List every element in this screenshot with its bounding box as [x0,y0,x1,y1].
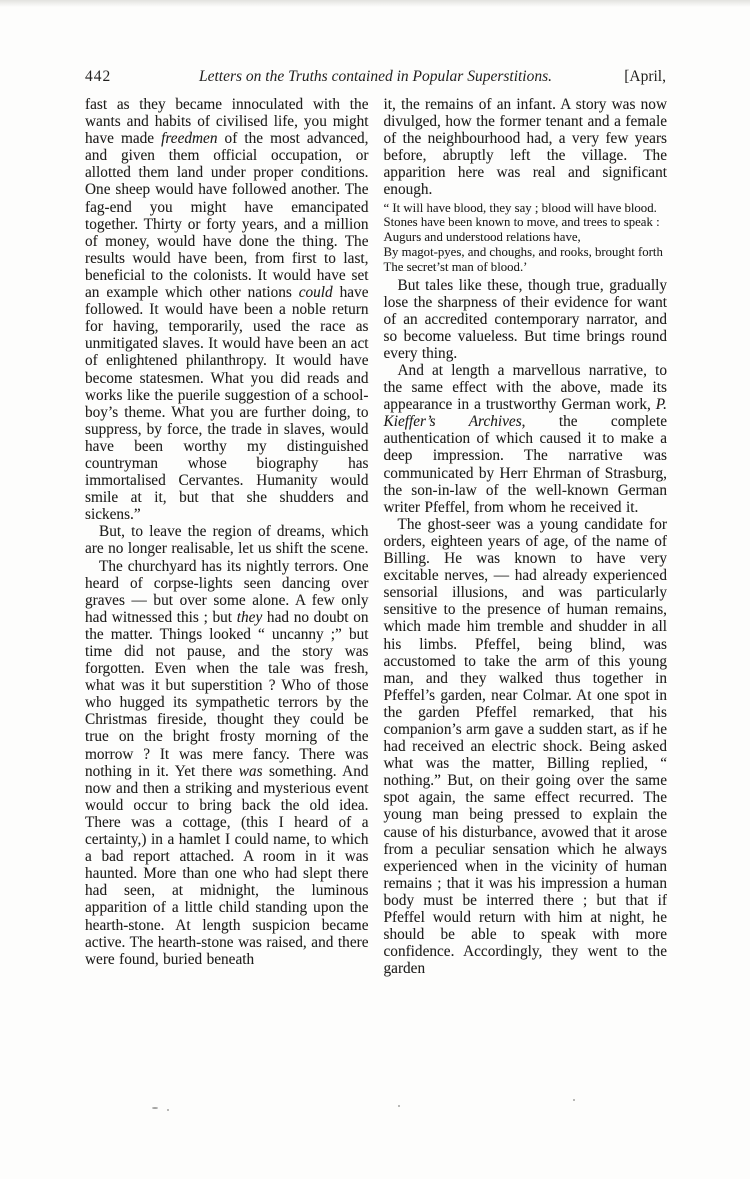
body-text: The churchyard has its nightly terrors. One heard of corpse-lights seen dancing over graves — but over some alone. A few only had witnessed this ; but [85,557,369,626]
scan-speck [167,1109,169,1111]
scan-speck [152,1107,158,1109]
verse-line: By magot-pyes, and choughs, and rooks, brought forth [383,244,663,259]
italic-text: P. Kieffer’s Archives [383,396,667,431]
body-text: But tales like these, though true, gradually lose the sharpness of their evidence for want of an accredited contemporary narrator, and so become valueless. But time brings round every thing. [383,276,667,362]
paragraph [384,96,668,199]
italic-text: they [236,608,263,626]
paragraph [85,558,369,968]
verse-line: “ It will have blood, they say ; blood will have blood. [383,200,657,215]
paragraph [384,362,668,516]
paragraph [384,277,668,362]
body-text: something. And now and then a striking and mysterious event would occur to bring back the old idea. There was a cottage, (this I heard of a certainty,) in a hamlet I could name, to which a bad report attached. A room in it was haunted. More than one who had slept there had seen, at midnight, the luminous apparition of a little child standing upon the hearth-stone. At length suspicion became active. The hearth-stone was raised, and there were found, buried beneath [85,762,369,968]
body-text: And at length a marvellous narrative, to the same effect with the above, made its appearance in a trustworthy German work, [383,362,667,414]
body-text: But, to leave the region of dreams, which are no longer realisable, let us shift the scene. [85,523,369,558]
body-text: had no doubt on the matter. Things looked “ uncanny ;” but time did not pause, and the story was forgotten. Even when the tale was fresh, what was it but superstition ? Who of those who hugged its sympathetic terrors by the Christmas fireside, thought they could be true on the bright frosty morning of the morrow ? It was mere fancy. There was nothing in it. Yet there [85,608,369,780]
right-column [384,96,668,977]
verse-line: Stones have been known to move, and trees to speak : [383,215,660,230]
running-title: Letters on the Truths contained in Popular Superstitions. [198,68,553,85]
italic-text: could [298,284,333,302]
page-number: 442 [85,68,112,85]
body-text: , the complete authentication of which caused it to make a deep impression. The narrative was communicated by Herr Ehrman of Strasburg, the son-in-law of the well-known German writer Pfeffel, from whom he received it. [383,413,667,516]
italic-text: was [238,762,263,780]
verse-line: The secret’st man of blood.’ [383,259,528,274]
paragraph [85,96,369,523]
page-header [85,67,666,86]
paragraph [85,523,369,557]
verse-quote [384,201,668,275]
issue-date: [April, [624,68,666,85]
body-text: The ghost-seer was a young candidate for orders, eighteen years of age, of the name of Billing. He was known to have very excitable nerves, — had already experienced sensorial illusions, and was particularly sensitive to the presence of human remains, which made him tremble and shudder in all his limbs. Pfeffel, being blind, was accustomed to take the arm of this young man, and they walked thus together in Pfeffel’s garden, near Colmar. At one spot in the garden Pfeffel remarked, that his companion’s arm gave a sudden start, as if he had received an electric shock. Being asked what was the matter, Billing replied, “ nothing.” But, on their going over the same spot again, the same effect recurred. The young man being pressed to explain the cause of his disturbance, avowed that it arose from a peculiar sensation which he always experienced when in the vicinity of human remains ; that it was his impression a human body must be interred there ; but that if Pfeffel would return with him at night, he should be able to speak with more confidence. Accordingly, they went to the garden [383,515,667,978]
body-text: have followed. It would have been a noble return for having, temporarily, used the race as unmitigated slaves. It would have been an act of enlightened philanthropy. It would have become statesmen. What you did reads and works like the puerile suggestion of a school-boy’s theme. What you are further doing, to suppress, by force, the trade in slaves, would have been worthy my distinguished countryman whose biography has immortalised Cervantes. Humanity would smile at it, but that she shudders and sickens.” [85,284,369,524]
text-columns [85,96,667,977]
scan-speck [398,1105,400,1107]
body-text: fast as they became innoculated with the wants and habits of civilised life, you might have made [85,96,369,148]
scan-speck [573,1099,575,1101]
body-text: it, the remains of an infant. A story was now divulged, how the former tenant and a female of the neighbourhood had, a very few years before, abruptly left the village. The apparition here was real and significant enough. [383,96,667,199]
paragraph [384,516,668,978]
italic-text: freedmen [161,130,218,148]
body-text: of the most advanced, and given them official occupation, or allotted them land under proper conditions. One sheep would have followed another. The fag-end you might have emancipated together. Thirty or forty years, and a million of money, would have done the thing. The results would have been, from first to last, beneficial to the colonists. It would have set an example which other nations [85,130,369,302]
verse-line: Augurs and understood relations have, [383,230,581,245]
left-column [85,96,369,977]
